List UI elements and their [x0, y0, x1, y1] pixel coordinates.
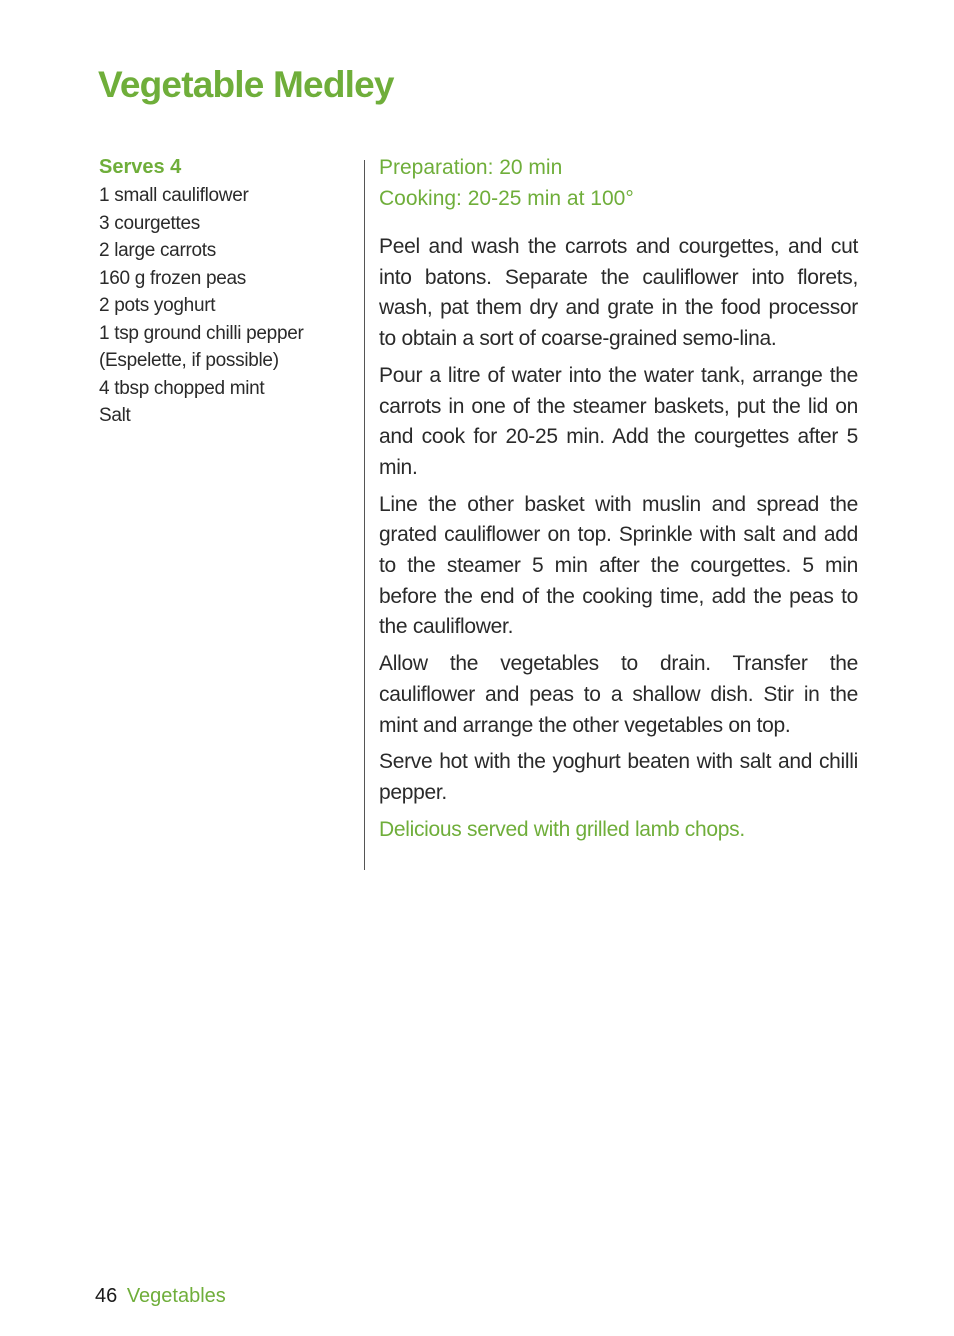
- method-step: Pour a litre of water into the water tank, arrange the carrots in one of the steamer baskets, put the lid on and cook for 20-25 min. Add the courgettes after 5 min.: [379, 363, 858, 479]
- method-step: Line the other basket with muslin and spread the grated cauliflower on top. Sprinkle with salt and add to the steamer 5 min after the courgettes. 5 min before the end of the cooking time, add the peas to the cauliflower.: [379, 492, 858, 639]
- method-step: Peel and wash the carrots and courgettes, and cut into batons. Separate the cauliflower into florets, wash, pat them dry and grate in the food processor to obtain a sort of coarse-grained semo-lina.: [379, 235, 858, 351]
- cooking-time: Cooking: 20-25 min at 100°: [379, 187, 634, 210]
- ingredient-item: Salt: [99, 405, 131, 426]
- ingredient-item: 1 small cauliflower: [99, 185, 249, 206]
- method-step: Allow the vegetables to drain. Transfer the cauliflower and peas to a shallow dish. Stir in the mint and arrange the other vegetables on top.: [379, 652, 858, 737]
- ingredient-item: (Espelette, if possible): [99, 350, 279, 371]
- preparation-time: Preparation: 20 min: [379, 156, 563, 179]
- page-number: 46: [95, 1285, 118, 1307]
- serving-tip: Delicious served with grilled lamb chops.: [379, 817, 745, 841]
- ingredient-item: 2 large carrots: [99, 240, 216, 261]
- section-name: Vegetables: [126, 1285, 226, 1307]
- ingredient-item: 4 tbsp chopped mint: [99, 377, 265, 399]
- ingredient-item: 3 courgettes: [99, 212, 200, 234]
- ingredient-item: 160 g frozen peas: [99, 267, 247, 289]
- ingredient-item: 2 pots yoghurt: [99, 295, 216, 316]
- page-footer: [95, 1282, 226, 1310]
- serves-heading: Serves 4: [99, 156, 182, 178]
- ingredient-item: 1 tsp ground chilli pepper: [99, 322, 304, 344]
- page-title: Vegetable Medley: [98, 64, 394, 105]
- ingredient-list: [99, 182, 349, 430]
- column-divider: [364, 160, 365, 870]
- method-column: [379, 152, 858, 845]
- method-step: Serve hot with the yoghurt beaten with salt and chilli pepper.: [379, 750, 858, 804]
- timing-block: [379, 152, 858, 214]
- ingredients-column: [99, 152, 349, 430]
